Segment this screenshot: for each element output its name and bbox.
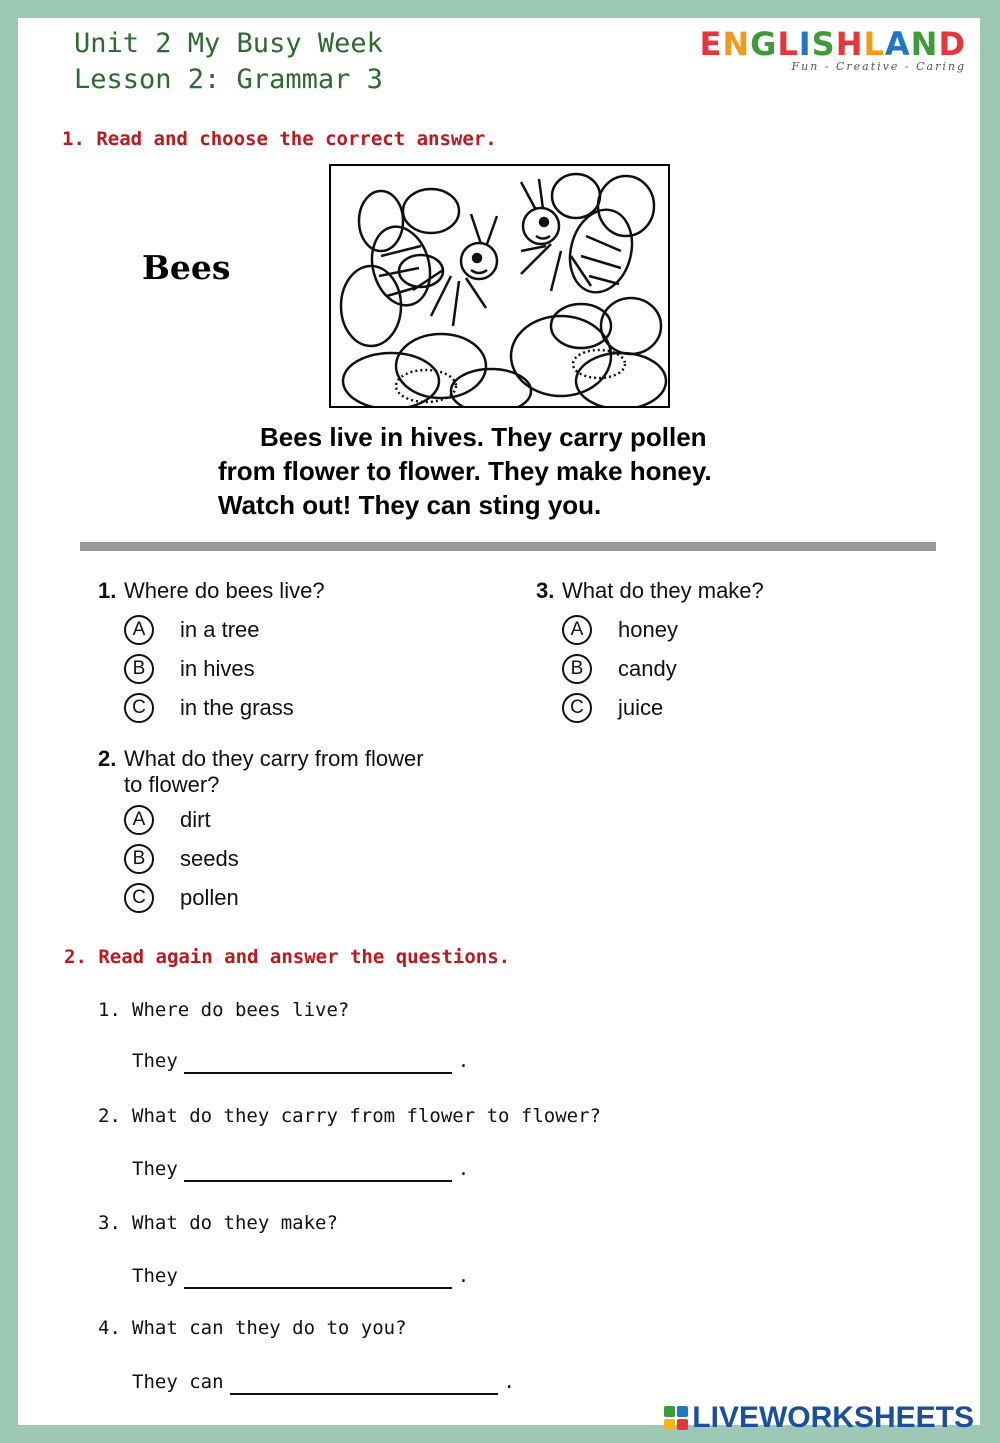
option-letter-circle[interactable]: B: [124, 654, 154, 684]
question-number: 2.: [98, 746, 117, 771]
lesson-title: Lesson 2: Grammar 3: [74, 64, 383, 95]
logo-letter: E: [699, 25, 723, 63]
liveworksheets-brand: LIVEWORKSHEETS: [692, 1401, 974, 1434]
option-a[interactable]: [562, 610, 764, 649]
option-b[interactable]: [124, 649, 325, 688]
option-text: in the grass: [180, 694, 294, 720]
option-letter-circle[interactable]: C: [124, 883, 154, 913]
logo-letter: D: [938, 25, 966, 63]
question-text: Where do bees live?: [124, 578, 325, 603]
englishland-logo: [699, 24, 966, 73]
logo-letter: S: [811, 25, 836, 63]
option-c[interactable]: [124, 878, 424, 917]
answer-line-4: [132, 1371, 515, 1395]
answer-end: .: [457, 1050, 470, 1072]
option-text: pollen: [180, 884, 239, 910]
written-question-2: [98, 1105, 601, 1127]
option-text: candy: [618, 655, 677, 681]
question-text: What do they carry from flower: [124, 746, 424, 771]
logo-letter: L: [863, 25, 885, 63]
question-number: 2.: [98, 1105, 121, 1127]
option-b[interactable]: [124, 839, 424, 878]
option-letter-circle[interactable]: B: [124, 844, 154, 874]
answer-options: [124, 610, 325, 727]
option-letter-circle[interactable]: A: [124, 805, 154, 835]
option-a[interactable]: [124, 610, 325, 649]
option-text: dirt: [180, 806, 211, 832]
section-1-title: 1. Read and choose the correct answer.: [62, 128, 497, 150]
icon-square: [664, 1406, 675, 1417]
passage-line-3: Watch out! They can sting you.: [218, 490, 602, 520]
mc-question-2: [98, 746, 424, 917]
logo-letter: H: [835, 25, 864, 63]
answer-line-3: [132, 1265, 469, 1289]
answer-starter: They: [132, 1265, 178, 1287]
answer-blank-input[interactable]: [184, 1158, 452, 1182]
option-text: honey: [618, 616, 678, 642]
liveworksheets-logo[interactable]: [664, 1401, 974, 1435]
mc-question-1: [98, 578, 325, 727]
question-text: What do they make?: [562, 578, 764, 603]
icon-square: [664, 1419, 675, 1430]
worksheet-header: [74, 26, 383, 98]
option-letter-circle[interactable]: C: [124, 693, 154, 723]
answer-end: .: [503, 1371, 515, 1393]
answer-blank-input[interactable]: [230, 1371, 498, 1395]
question-number: 3.: [98, 1212, 121, 1234]
logo-letter: N: [722, 25, 751, 63]
option-c[interactable]: [124, 688, 325, 727]
icon-square: [677, 1406, 688, 1417]
option-c[interactable]: [562, 688, 764, 727]
option-text: in hives: [180, 655, 255, 681]
option-text: seeds: [180, 845, 239, 871]
section-divider: [80, 542, 936, 551]
worksheet-page: [18, 18, 980, 1434]
question-text: What do they make?: [132, 1212, 338, 1234]
option-text: juice: [618, 694, 664, 720]
logo-letter: L: [777, 25, 799, 63]
answer-blank-input[interactable]: [184, 1265, 452, 1289]
answer-blank-input[interactable]: [184, 1050, 452, 1074]
question-number: 4.: [98, 1317, 121, 1339]
answer-end: .: [457, 1158, 470, 1180]
option-letter-circle[interactable]: A: [562, 615, 592, 645]
option-letter-circle[interactable]: B: [562, 654, 592, 684]
written-question-4: [98, 1317, 407, 1339]
written-question-1: [98, 999, 349, 1021]
answer-line-1: [132, 1050, 469, 1074]
passage-line-1: Bees live in hives. They carry pollen: [260, 422, 707, 452]
option-letter-circle[interactable]: C: [562, 693, 592, 723]
logo-letter: G: [750, 25, 778, 63]
answer-options: [562, 610, 764, 727]
option-letter-circle[interactable]: A: [124, 615, 154, 645]
question-number: 3.: [536, 578, 555, 603]
bees-illustration-icon: [331, 166, 668, 406]
option-text: in a tree: [180, 616, 260, 642]
question-text: What do they carry from flower to flower?: [132, 1105, 601, 1127]
written-question-3: [98, 1212, 338, 1234]
logo-tagline: Fun - Creative - Caring: [791, 60, 966, 73]
icon-square: [677, 1419, 688, 1430]
answer-end: .: [457, 1265, 470, 1287]
question-text: What can they do to you?: [132, 1317, 407, 1339]
story-title: Bees: [142, 248, 231, 287]
section-2-title: 2. Read again and answer the questions.: [64, 946, 511, 968]
logo-letter: A: [884, 25, 911, 63]
question-number: 1.: [98, 578, 117, 603]
liveworksheets-icon: [664, 1406, 688, 1430]
unit-title: Unit 2 My Busy Week: [74, 28, 383, 59]
logo-letter: N: [910, 25, 939, 63]
logo-letter: I: [798, 25, 812, 63]
answer-starter: They: [132, 1050, 178, 1072]
question-text-line-2: to flower?: [124, 772, 220, 797]
option-a[interactable]: [124, 800, 424, 839]
question-text: Where do bees live?: [132, 999, 350, 1021]
answer-options: [124, 800, 424, 917]
answer-starter: They: [132, 1158, 178, 1180]
reading-passage: [218, 420, 798, 522]
answer-starter: They can: [132, 1371, 224, 1393]
question-number: 1.: [98, 999, 121, 1021]
bees-on-flowers-illustration: [329, 164, 670, 408]
logo-word: [699, 24, 966, 64]
option-b[interactable]: [562, 649, 764, 688]
mc-question-3: [536, 578, 764, 727]
passage-line-2: from flower to flower. They make honey.: [218, 456, 712, 486]
answer-line-2: [132, 1158, 469, 1182]
